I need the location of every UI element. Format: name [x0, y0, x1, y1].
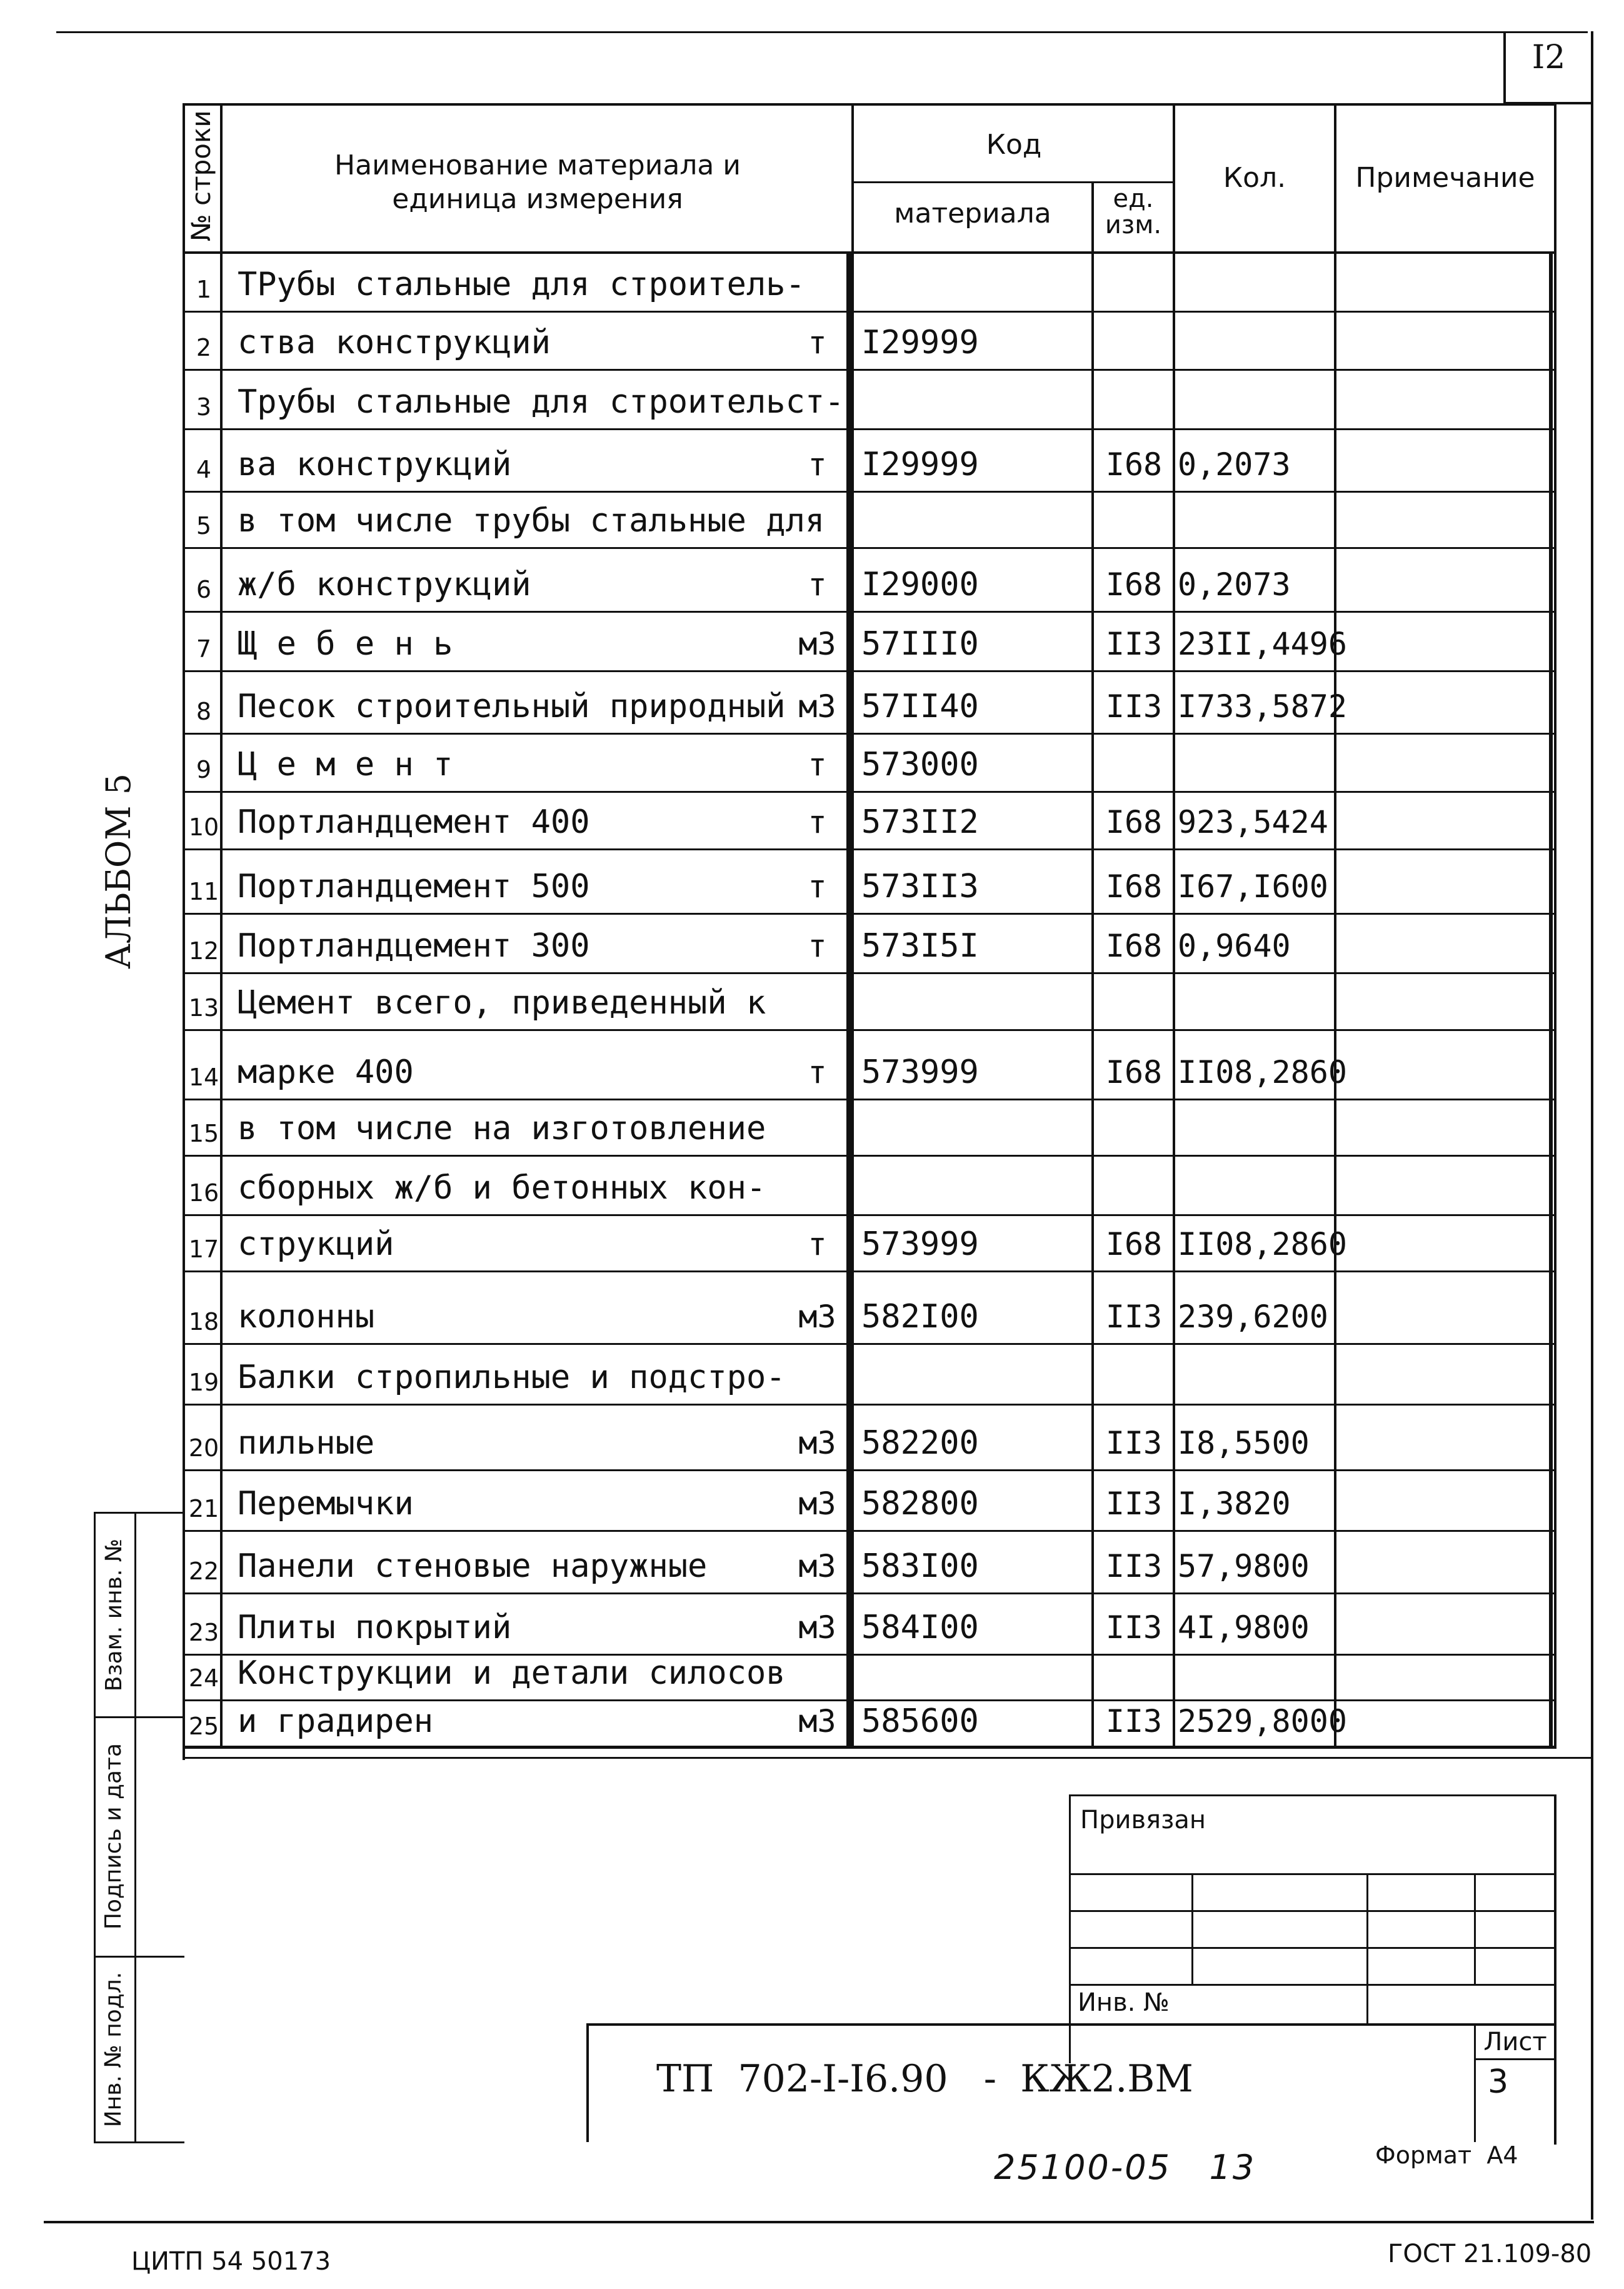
unit-code: II3	[1105, 688, 1163, 725]
stamp-inv-no-label: Инв. №	[1078, 1988, 1170, 2017]
unit-label: м3	[798, 1703, 836, 1739]
col-line-unit	[1173, 103, 1175, 1748]
material-code: 584I00	[861, 1609, 979, 1646]
unit-label: т	[808, 868, 827, 905]
material-name: Портландцемент 400	[238, 803, 590, 841]
quantity: 239,6200	[1178, 1299, 1328, 1335]
unit-code: I68	[1105, 566, 1163, 603]
row-number: 5	[196, 512, 212, 540]
unit-label: т	[808, 928, 827, 964]
material-name: Щ е б е н ь	[238, 625, 453, 663]
material-name: сборных ж/б и бетонных кон-	[238, 1169, 766, 1207]
row-number: 2	[196, 334, 212, 361]
row-separator	[185, 428, 1555, 430]
row-separator	[185, 1099, 1555, 1100]
row-number: 25	[188, 1713, 219, 1740]
row-number: 4	[196, 456, 212, 483]
material-name: Ц е м е н т	[238, 746, 453, 783]
row-number: 12	[188, 937, 219, 965]
row-number: 23	[188, 1619, 219, 1646]
material-name: струкций	[238, 1225, 394, 1263]
unit-code: I68	[1105, 1226, 1163, 1262]
unit-label: м3	[798, 1299, 836, 1335]
unit-label: м3	[798, 1425, 836, 1461]
row-separator	[185, 848, 1555, 850]
unit-code: I68	[1105, 928, 1163, 964]
quantity: 4I,9800	[1178, 1609, 1310, 1646]
side-label-vzam: Взам. инв. №	[101, 1538, 127, 1692]
material-name: Песок строительный природный	[238, 688, 786, 725]
unit-code: II3	[1105, 1703, 1163, 1739]
col-line-num	[220, 103, 223, 1748]
col-line-qty	[1334, 103, 1336, 1748]
side-label-sign: Подпись и дата	[101, 1743, 126, 1930]
row-number: 13	[188, 994, 219, 1022]
row-separator	[185, 1155, 1555, 1157]
material-name: Цемент всего, приведенный к	[238, 984, 766, 1022]
material-code: 582800	[861, 1485, 979, 1522]
row-number: 7	[196, 635, 212, 663]
material-code: I29000	[861, 566, 979, 603]
material-name: и градирен	[238, 1703, 434, 1740]
unit-code: I68	[1105, 446, 1163, 483]
frame-top	[56, 31, 1588, 33]
quantity: 0,2073	[1178, 446, 1291, 483]
frame-bottom	[44, 2221, 1594, 2223]
unit-label: т	[808, 324, 827, 361]
header-material-code: материала	[894, 198, 1051, 229]
row-separator	[185, 1404, 1555, 1406]
row-separator	[185, 1214, 1555, 1216]
header-material-name: Наименование материала и единица измерения	[334, 149, 741, 215]
material-name: Трубы стальные для строительст-	[238, 383, 845, 421]
footer-gost: ГОСТ 21.109-80	[1388, 2240, 1592, 2268]
row-separator	[185, 913, 1555, 915]
unit-label: т	[808, 446, 827, 483]
unit-label: т	[808, 1054, 827, 1090]
row-separator	[185, 1469, 1555, 1471]
material-code: 585600	[861, 1703, 979, 1740]
quantity: 57,9800	[1178, 1548, 1310, 1584]
unit-code: I68	[1105, 868, 1163, 905]
row-number: 22	[188, 1557, 219, 1585]
unit-code: II3	[1105, 1548, 1163, 1584]
material-name: Балки стропильные и подстро-	[238, 1359, 786, 1396]
side-label-inv-podl: Инв. № подл.	[101, 1971, 126, 2128]
footer-left-code: ЦИТП 54 50173	[131, 2247, 331, 2276]
row-number: 15	[188, 1120, 219, 1147]
unit-code: II3	[1105, 1425, 1163, 1461]
row-number: 19	[188, 1369, 219, 1396]
unit-label: т	[808, 1226, 827, 1262]
material-name: Конструкции и детали силосов	[238, 1654, 786, 1692]
unit-label: т	[808, 566, 827, 603]
row-number: 16	[188, 1179, 219, 1207]
material-name: ва конструкций	[238, 446, 512, 483]
header-note: Примечание	[1355, 162, 1535, 194]
row-separator	[185, 791, 1555, 793]
row-separator	[185, 611, 1555, 613]
unit-code: I68	[1105, 804, 1163, 840]
header-unit: ед. изм.	[1105, 184, 1162, 239]
material-code: 57III0	[861, 625, 979, 663]
row-separator	[185, 972, 1555, 974]
material-name: ж/б конструкций	[238, 566, 531, 603]
handwritten-code: 25100-05 13	[994, 2148, 1256, 2187]
format-label: Формат А4	[1375, 2141, 1518, 2169]
material-name: колонны	[238, 1298, 375, 1336]
row-number: 10	[188, 813, 219, 841]
quantity: I733,5872	[1178, 688, 1347, 725]
material-name: ТРубы стальные для строитель-	[238, 266, 805, 303]
row-number: 9	[196, 756, 212, 783]
header-qty: Кол.	[1223, 162, 1286, 194]
unit-label: м3	[798, 1609, 836, 1646]
row-separator	[185, 1029, 1555, 1031]
material-code: 582200	[861, 1424, 979, 1462]
quantity: 0,9640	[1178, 928, 1291, 964]
quantity: I8,5500	[1178, 1425, 1310, 1461]
row-number: 21	[188, 1495, 219, 1522]
row-separator	[185, 1343, 1555, 1345]
row-number: 3	[196, 393, 212, 421]
quantity: 2529,8000	[1178, 1703, 1347, 1739]
row-separator	[185, 311, 1555, 313]
row-separator	[185, 733, 1555, 735]
material-name: Портландцемент 300	[238, 927, 590, 965]
header-code: Код	[986, 129, 1042, 161]
unit-label: м3	[798, 1486, 836, 1522]
stamp-sheet-label: Лист	[1483, 2028, 1547, 2056]
row-separator	[185, 1592, 1555, 1594]
material-code: 573999	[861, 1054, 979, 1091]
quantity: II08,2860	[1178, 1054, 1347, 1090]
material-code: I29999	[861, 446, 979, 483]
row-number: 20	[188, 1434, 219, 1462]
material-name: пильные	[238, 1424, 375, 1462]
material-code: 582I00	[861, 1298, 979, 1336]
material-code: 583I00	[861, 1547, 979, 1585]
material-code: 573I5I	[861, 927, 979, 965]
material-name: в том числе на изготовление	[238, 1110, 766, 1147]
material-name: ства конструкций	[238, 324, 551, 361]
row-number: 11	[188, 878, 219, 905]
row-separator	[185, 1699, 1555, 1701]
quantity: 23II,4496	[1178, 626, 1347, 662]
unit-label: м3	[798, 626, 836, 662]
header-row-number: № строки	[186, 110, 216, 241]
quantity: I67,I600	[1178, 868, 1328, 905]
material-code: 573II2	[861, 803, 979, 841]
material-name: Портландцемент 500	[238, 868, 590, 905]
stamp-bound-label: Привязан	[1080, 1806, 1206, 1834]
frame-right	[1591, 31, 1593, 2220]
row-separator	[185, 1270, 1555, 1272]
material-code: 573II3	[861, 868, 979, 905]
unit-code: II3	[1105, 1486, 1163, 1522]
material-code: 573999	[861, 1225, 979, 1263]
unit-label: т	[808, 747, 827, 783]
row-separator	[185, 670, 1555, 672]
quantity: 923,5424	[1178, 804, 1328, 840]
unit-label: т	[808, 804, 827, 840]
row-number: 18	[188, 1308, 219, 1336]
material-name: марке 400	[238, 1054, 414, 1091]
material-code: 57II40	[861, 688, 979, 725]
stamp-sheet-value: 3	[1488, 2063, 1509, 2101]
unit-code: II3	[1105, 1299, 1163, 1335]
quantity: II08,2860	[1178, 1226, 1347, 1262]
row-separator	[185, 547, 1555, 549]
row-number: 24	[188, 1664, 219, 1692]
material-code: I29999	[861, 324, 979, 361]
row-number: 17	[188, 1235, 219, 1263]
unit-code: II3	[1105, 1609, 1163, 1646]
row-separator	[185, 491, 1555, 493]
col-line-code	[1091, 181, 1094, 1748]
album-label: АЛЬБОМ 5	[99, 773, 138, 969]
row-number: 1	[196, 276, 212, 303]
row-separator	[185, 1530, 1555, 1532]
quantity: I,3820	[1178, 1486, 1291, 1522]
row-number: 8	[196, 698, 212, 725]
sheet-number: I2	[1531, 39, 1566, 76]
material-name: Плиты покрытий	[238, 1609, 512, 1646]
material-name: в том числе трубы стальные для	[238, 502, 825, 540]
unit-code: II3	[1105, 626, 1163, 662]
material-code: 573000	[861, 746, 979, 783]
row-separator	[185, 369, 1555, 371]
col-line-name	[851, 103, 854, 1748]
unit-code: I68	[1105, 1054, 1163, 1090]
material-name: Перемычки	[238, 1485, 414, 1522]
quantity: 0,2073	[1178, 566, 1291, 603]
stamp-document-code: ТП 702-I-I6.90 - КЖ2.ВМ	[656, 2057, 1193, 2101]
unit-label: м3	[798, 1548, 836, 1584]
row-number: 6	[196, 576, 212, 603]
unit-label: м3	[798, 688, 836, 725]
row-number: 14	[188, 1064, 219, 1091]
material-name: Панели стеновые наружные	[238, 1547, 708, 1585]
